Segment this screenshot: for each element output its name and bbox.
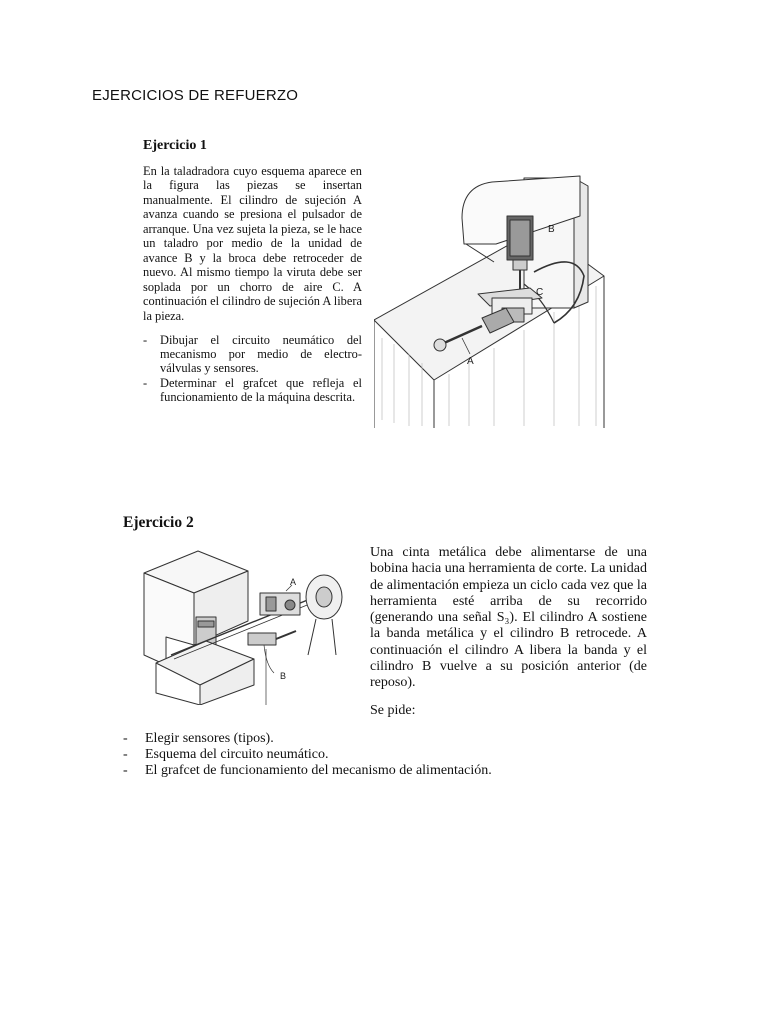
list-dash: -	[123, 747, 128, 763]
exercise-2-heading: Ejercicio 2	[123, 514, 194, 531]
exercise-1-task-list	[143, 333, 362, 404]
task-item	[143, 333, 362, 376]
cylinder-b-unit	[248, 633, 276, 645]
exercise-2-task-list	[123, 731, 543, 780]
exercise-2-prompt: Se pide:	[370, 703, 416, 718]
task-text: Determinar el grafcet que refleja el funcionamiento de la máquina descrita.	[160, 375, 362, 404]
task-item	[143, 376, 362, 404]
list-dash: -	[143, 333, 148, 347]
task-text: Esquema del circuito neumático.	[145, 747, 329, 763]
strip-feeder-figure	[136, 545, 350, 705]
task-text: Elegir sensores (tipos).	[145, 731, 274, 746]
task-text: El grafcet de funcionamiento del mecanismo de alimentación.	[145, 763, 492, 779]
list-dash: -	[143, 375, 148, 390]
list-dash: -	[123, 731, 128, 746]
drill-press-figure	[374, 158, 606, 428]
label-a: A	[290, 577, 297, 587]
task-item	[123, 763, 543, 779]
label-c: C	[536, 287, 544, 298]
task-item	[123, 731, 543, 747]
list-dash: -	[123, 763, 128, 779]
exercise-1-heading: Ejercicio 1	[143, 138, 207, 153]
label-a: A	[467, 356, 474, 367]
task-item	[123, 747, 543, 763]
exercise-2-description: Una cinta metálica debe alimentarse de una bobina hacia una herramienta de corte. La unidad de alimentación empieza un ciclo cada vez que la herramienta esté arriba de su recorrido (generando una señal S₃). El cilindro A sostiene la banda metálica y el cilindro B retrocede. A continuación el cilindro A libera la banda y el cilindro B vuelve a su posición anterior (de reposo).	[370, 545, 647, 691]
task-text: Dibujar el circuito neumático del mecanismo por medio de electro-válvulas y sensores.	[160, 333, 362, 376]
page-title: EJERCICIOS DE REFUERZO	[92, 87, 299, 104]
label-b: B	[548, 224, 555, 235]
label-b: B	[280, 671, 287, 681]
exercise-1-description: En la taladradora cuyo esquema aparece en la figura las piezas se insertan manualmente. El cilindro de sujeción A avanza cuando se presiona el pulsador de arranque. Una vez sujeta la pieza, se le hace un taladro por medio de la unidad de avance B y la broca debe retroceder de nuevo. Al mismo tiempo la viruta debe ser soplada por un chorro de aire C. A continuación el cilindro de sujeción A libera la pieza.	[143, 164, 362, 323]
